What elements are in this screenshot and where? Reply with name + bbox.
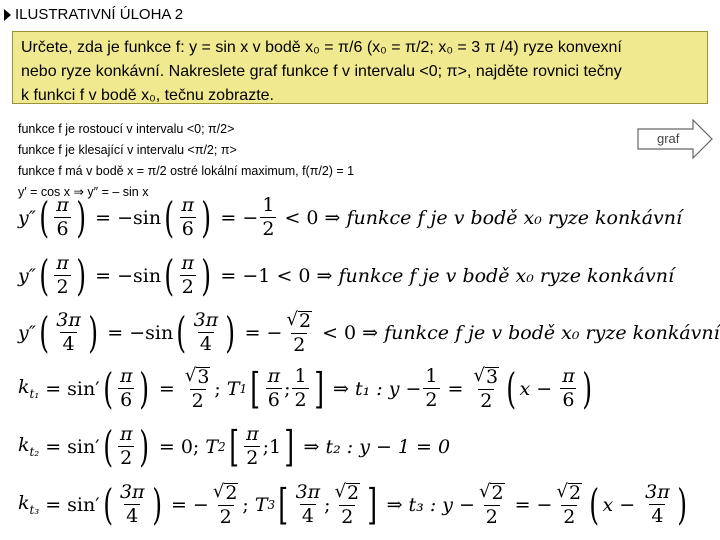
formula-3-conclusion: funkce f je v bodě x₀ ryze konkávní: [384, 321, 720, 344]
fact-maximum: funkce f má v bodě x = π/2 ostré lokální maximum, f(π/2) = 1: [18, 164, 355, 178]
fact-increasing: funkce f je rostoucí v intervalu <0; π/2>: [18, 122, 235, 136]
slide-header: [4, 6, 183, 23]
formula-2-conclusion: funkce f je v bodě x₀ ryze konkávní: [338, 264, 675, 287]
formula-tangent-1: $k_{t_1}$ = sin′ ( $\frac{\pi}{6}$ ) = √ 3 2 ; T 1 [ $\frac{\pi}{6}$ ; $\frac{1}{2}$ ] ⇒ t₁ : y − $\frac{1}{2}$ = √ 3 2 ( x − $\frac{\pi}{6}$ ): [18, 363, 592, 413]
task-line-3: k funkci f v bodě x₀, tečnu zobrazte.: [21, 87, 274, 104]
graf-button[interactable]: [637, 119, 713, 159]
formula-second-derivative-1: y″ ( $\frac{\pi}{6}$ ) = −sin ( $\frac{\pi}{6}$ ) = − $\frac{1}{2}$ < 0 ⇒ funkce f je v bodě x₀ ryze konkávní: [18, 192, 683, 242]
fact-decreasing: funkce f je klesající v intervalu <π/2; π>: [18, 143, 237, 157]
fact-derivatives: y′ = cos x ⇒ y″ = – sin x: [18, 185, 149, 199]
task-line-2: nebo ryze konkávní. Nakreslete graf funkce f v intervalu <0; π>, najděte rovnici tečny: [21, 63, 622, 80]
facts-list: [18, 119, 354, 203]
graf-button-label: graf: [657, 131, 680, 146]
slide-title: ILUSTRATIVNÍ ÚLOHA 2: [15, 6, 184, 23]
task-line-1: Určete, zda je funkce f: y = sin x v bodě x₀ = π/6 (x₀ = π/2; x₀ = 3 π /4) ryze konvexní: [21, 39, 622, 56]
tangent-3-label: t₃ : y −: [408, 493, 475, 516]
tangent-1-label: t₁ : y −: [354, 377, 422, 400]
formula-tangent-2: $k_{t_2}$ = sin′ ( $\frac{\pi}{2}$ ) = 0; T 2 [ $\frac{\pi}{2}$ ;1 ] ⇒ t₂ : y − 1 = 0: [18, 421, 451, 471]
formula-tangent-3: $k_{t_3}$ = sin′ ( $\frac{3\pi}{4}$ ) = − √ 2 2 ; T 3 [ $\frac{3\pi}{4}$ ; √ 2 2 ] ⇒ t₃ : y − √ 2 2 = − √ 2 2 ( x − $\frac{3\pi}{4}$ ): [18, 479, 687, 529]
formula-1-conclusion: funkce f je v bodě x₀ ryze konkávní: [346, 206, 683, 229]
formula-second-derivative-3: y″ ( $\frac{3\pi}{4}$ ) = −sin ( $\frac{3\pi}{4}$ ) = − √ 2 2 < 0 ⇒ funkce f je v bodě x₀ ryze konkávní: [18, 307, 720, 357]
triangle-bullet-icon: [4, 9, 11, 21]
tangent-2-label: t₂ : y − 1 = 0: [325, 435, 451, 458]
task-box: [12, 31, 708, 104]
formula-second-derivative-2: y″ ( $\frac{\pi}{2}$ ) = −sin ( $\frac{\pi}{2}$ ) = −1 < 0 ⇒ funkce f je v bodě x₀ ryze konkávní: [18, 250, 675, 300]
